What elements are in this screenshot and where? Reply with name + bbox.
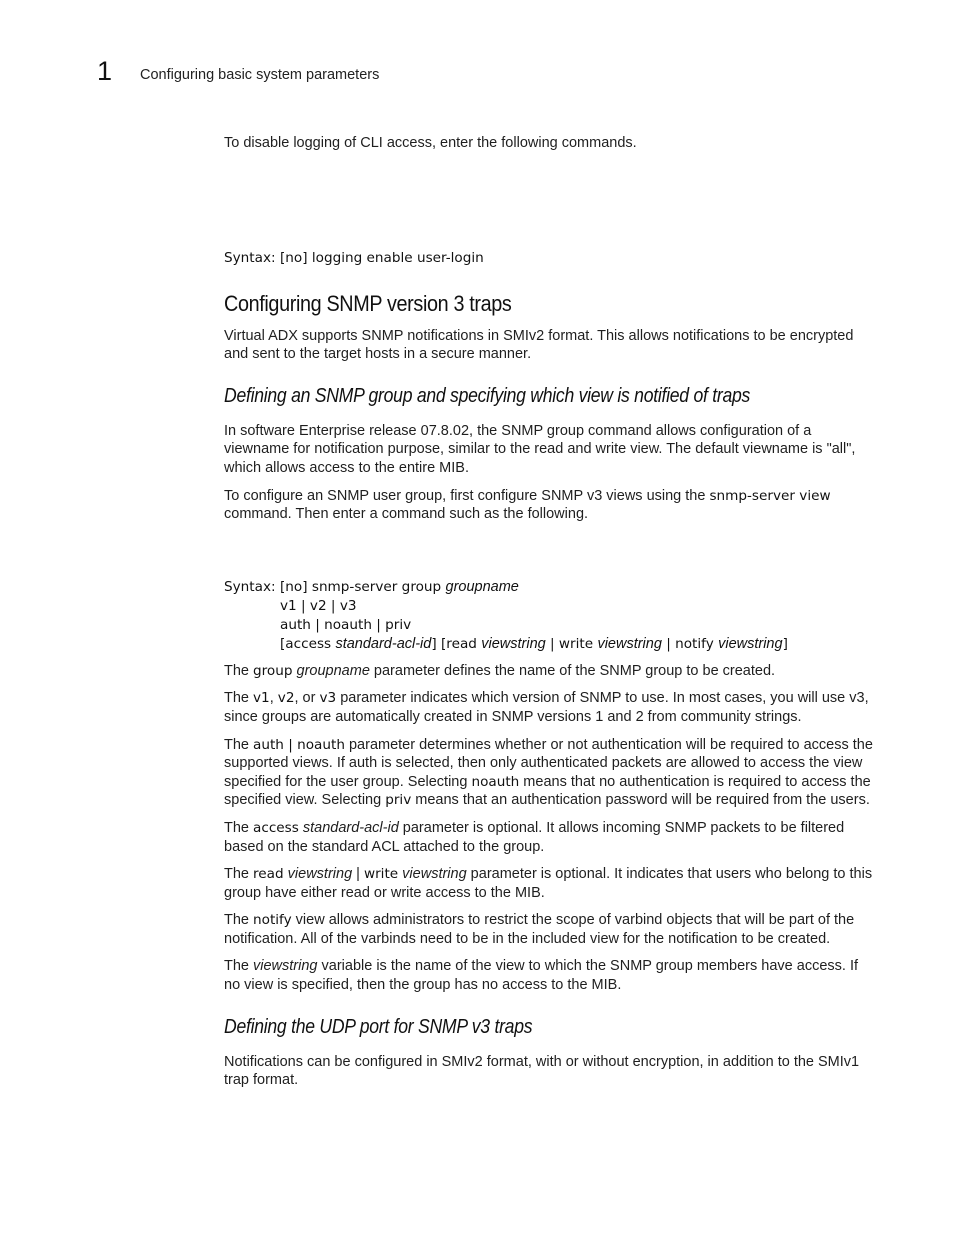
intro-paragraph: To disable logging of CLI access, enter the following commands. — [224, 135, 637, 151]
section-title: Configuring SNMP version 3 traps — [224, 290, 512, 316]
syntax-label: Syntax: — [224, 578, 276, 595]
code-example-space — [224, 153, 874, 249]
page-content — [224, 134, 874, 1090]
command-keyword: snmp-server view — [709, 487, 831, 504]
param-version: The v1, v2, or v3 parameter indicates which version of SNMP to use. In most cases, you will use v3, since groups are automatically created in SNMP versions 1 and 2 from community strings. — [224, 690, 869, 725]
code-example-space — [224, 524, 874, 578]
param-notify: The notify view allows administrators to restrict the scope of varbind objects that will be part of the notification. All of the varbinds need to be in the included view for the notification to be created. — [224, 912, 855, 947]
section-body: Virtual ADX supports SNMP notifications in SMIv2 format. This allows notifications to be encrypted and sent to the target hosts in a secure manner. — [224, 327, 854, 363]
chapter-number: 1 — [97, 56, 113, 86]
subsection-paragraph-1: In software Enterprise release 07.8.02, the SNMP group command allows configuration of a viewname for notification purpose, similar to the read and write view. The default viewname is "all", which allows access to the entire MIB. — [224, 422, 856, 476]
syntax-label: Syntax: — [224, 249, 276, 266]
param-read-write: The read viewstring | write viewstring parameter is optional. It indicates that users who belong to this group have either read or write access to the MIB. — [224, 866, 873, 901]
param-auth: The auth | noauth parameter determines whether or not authentication will be required to access the supported views. If auth is selected, then only authenticated packets are allowed to access the view specified for the user group. Selecting noauth means that no authentication is required to access the specified view. Selecting priv means that an authentication password will be required from the users. — [224, 736, 873, 809]
syntax-logging — [224, 249, 874, 268]
subsection-title-snmp-group: Defining an SNMP group and specifying which view is notified of traps — [224, 384, 751, 407]
subsection-title-udp-port: Defining the UDP port for SNMP v3 traps — [224, 1015, 533, 1038]
syntax-command: [no] logging enable user-login — [280, 249, 484, 266]
running-header-title: Configuring basic system parameters — [140, 67, 380, 83]
subsection-paragraph-2: To configure an SNMP user group, first configure SNMP v3 views using the snmp-server view command. Then enter a command such as the following. — [224, 487, 831, 523]
param-access: The access standard-acl-id parameter is optional. It allows incoming SNMP packets to be filtered based on the standard ACL attached to the group. — [224, 819, 845, 855]
syntax-snmp-group: Syntax: [no] snmp-server group groupname v1 | v2 | v3 auth | noauth | priv [access standard-acl-id] [read viewstring | write viewstring | notify viewstring] — [224, 578, 788, 652]
param-group: The group groupname parameter defines the name of the SNMP group to be created. — [224, 662, 776, 679]
param-viewstring: The viewstring variable is the name of the view to which the SNMP group members have access. If no view is specified, then the group has no access to the MIB. — [224, 958, 858, 994]
subsection-udp-body: Notifications can be configured in SMIv2 format, with or without encryption, in addition to the SMIv1 trap format. — [224, 1053, 860, 1089]
